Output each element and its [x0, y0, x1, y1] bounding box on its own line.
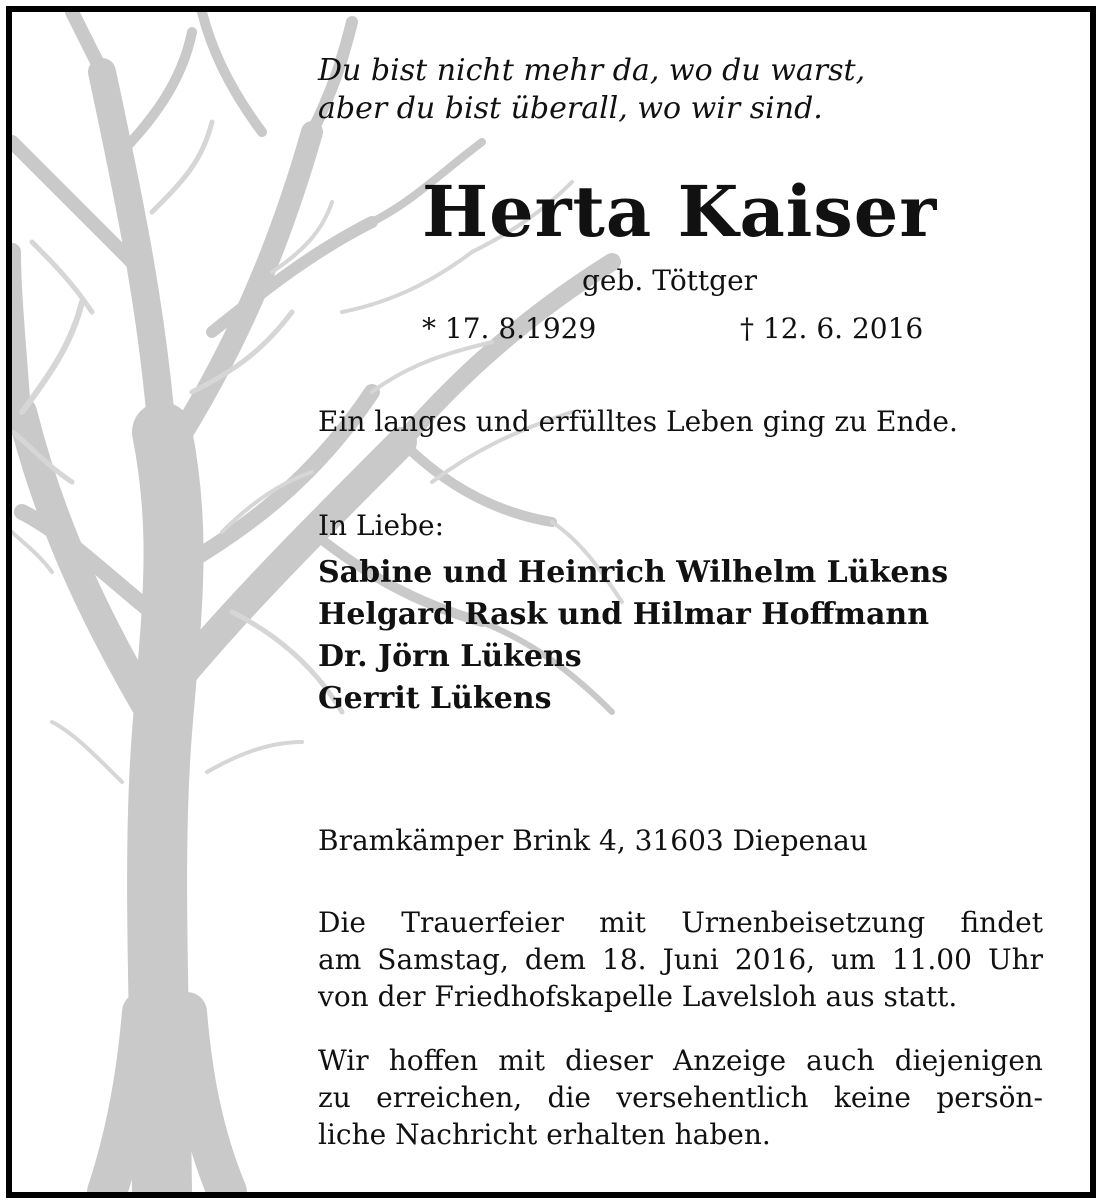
word: hoffen: [388, 1044, 479, 1077]
mourner-name: Dr. Jörn Lükens: [318, 639, 582, 674]
word: persön-: [936, 1081, 1043, 1114]
word: findet: [960, 906, 1043, 939]
quote-line-2: aber du bist überall, wo wir sind.: [318, 91, 823, 126]
notice-paragraph: [318, 1042, 1043, 1153]
deceased-name: Herta Kaiser: [422, 170, 938, 253]
word: Samstag,: [377, 943, 509, 976]
word: versehentlich: [616, 1081, 809, 1114]
ceremony-line-3: von der Friedhofskapelle Lavelsloh aus statt.: [318, 980, 958, 1013]
ceremony-line-1: [318, 904, 1043, 941]
notice-line-2: [318, 1079, 1043, 1116]
mourner-name: Helgard Rask und Hilmar Hoffmann: [318, 597, 930, 632]
word: die: [547, 1081, 591, 1114]
notice-line-1: [318, 1042, 1043, 1079]
word: Die: [318, 906, 366, 939]
death-date: † 12. 6. 2016: [740, 312, 924, 345]
mourners-list: [318, 552, 948, 720]
word: Urnenbeisetzung: [681, 906, 926, 939]
word: Trauerfeier: [401, 906, 564, 939]
word: auch: [806, 1044, 875, 1077]
word: mit: [498, 1044, 546, 1077]
word: Juni: [662, 943, 719, 976]
family-address: Bramkämper Brink 4, 31603 Diepenau: [318, 824, 868, 857]
word: dieser: [565, 1044, 653, 1077]
birth-date: * 17. 8.1929: [422, 312, 597, 345]
quote-line-1: Du bist nicht mehr da, wo du warst,: [318, 53, 866, 88]
birth-name: geb. Töttger: [582, 264, 758, 297]
word: Uhr: [987, 943, 1043, 976]
word: Anzeige: [673, 1044, 787, 1077]
word: 2016,: [734, 943, 816, 976]
word: 18.: [602, 943, 647, 976]
word: mit: [599, 906, 646, 939]
ceremony-line-2: [318, 941, 1043, 978]
mourner-name: Sabine und Heinrich Wilhelm Lükens: [318, 555, 949, 590]
in-love-label: In Liebe:: [318, 509, 445, 542]
notice-line-3: liche Nachricht erhalten haben.: [318, 1118, 771, 1151]
epigraph-quote: [318, 52, 865, 128]
word: am: [318, 943, 362, 976]
word: dem: [524, 943, 586, 976]
word: Wir: [318, 1044, 369, 1077]
word: erreichen,: [376, 1081, 523, 1114]
word: zu: [318, 1081, 351, 1114]
word: keine: [833, 1081, 911, 1114]
obituary-notice: [6, 6, 1096, 1198]
word: um: [831, 943, 876, 976]
mourner-name: Gerrit Lükens: [318, 681, 552, 716]
ceremony-paragraph: [318, 904, 1043, 1015]
life-statement: Ein langes und erfülltes Leben ging zu Ende.: [318, 405, 958, 438]
notice-text: [312, 12, 1047, 1192]
word: diejenigen: [894, 1044, 1043, 1077]
word: 11.00: [891, 943, 972, 976]
